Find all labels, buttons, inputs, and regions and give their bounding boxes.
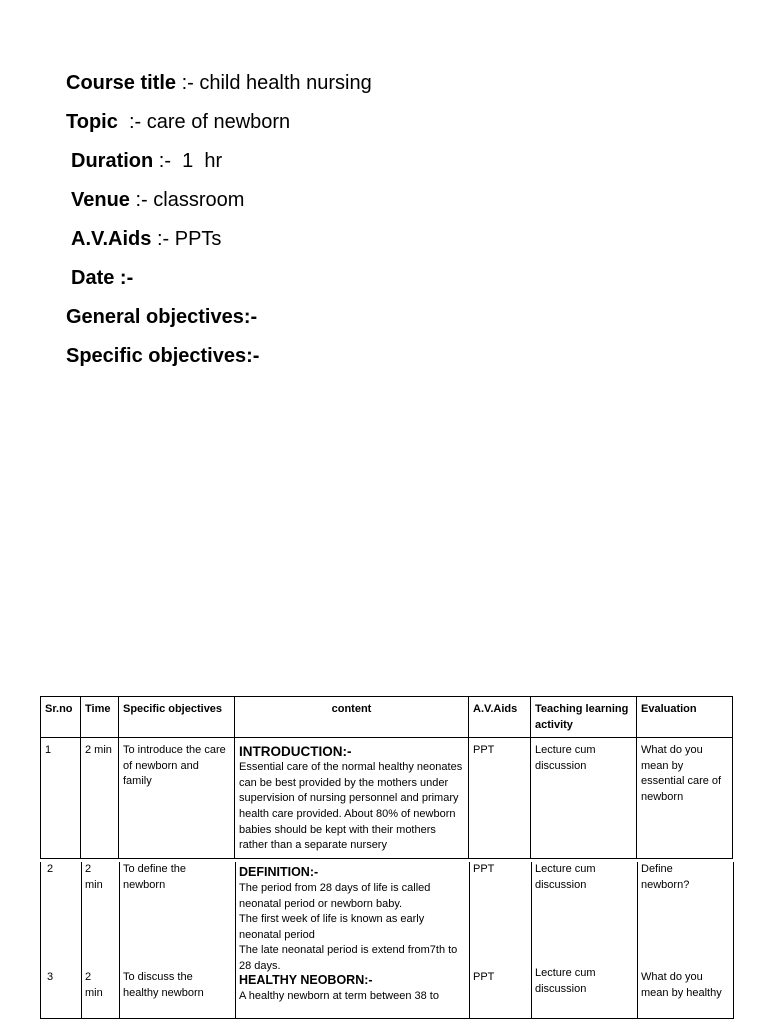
content-text: The period from 28 days of life is called neonatal period or newborn baby. The first week of life is known as early neonatal period The late neonatal period is extend from7th to 28 days. [239, 882, 458, 972]
table-continuation [40, 862, 734, 1019]
meta-general-objectives [66, 298, 372, 337]
header-time: Time [81, 697, 119, 738]
row2-srno: 2 [47, 863, 54, 875]
cell-srno: 1 [41, 738, 81, 859]
meta-label: General objectives:- [66, 306, 258, 328]
row3-objective: To discuss the healthy newborn [123, 971, 204, 999]
meta-value: :- classroom [129, 189, 245, 211]
meta-av-aids [66, 220, 372, 259]
row2-evaluation: Define newborn? [641, 863, 690, 891]
table-header-row [41, 697, 733, 738]
header-srno: Sr.no [41, 697, 81, 738]
meta-label: Duration [71, 150, 154, 172]
row2-content [239, 864, 465, 975]
row2-activity: Lecture cum discussion [535, 863, 596, 891]
meta-label: Venue [71, 189, 130, 211]
meta-value: :- PPTs [151, 228, 222, 250]
meta-value: :- care of newborn [117, 111, 291, 133]
header-content: content [235, 697, 469, 738]
meta-label: A.V.Aids [71, 228, 152, 250]
meta-value: :- 1 hr [153, 150, 223, 172]
header-evaluation: Evaluation [637, 697, 733, 738]
meta-label: Course title [66, 72, 177, 94]
table-row [41, 738, 733, 859]
meta-specific-objectives [66, 337, 372, 376]
content-heading: HEALTHY NEOBORN:- [239, 973, 373, 987]
meta-label: Topic [66, 111, 118, 133]
content-heading: DEFINITION:- [239, 865, 319, 879]
meta-value: :- child health nursing [176, 72, 372, 94]
cell-activity: Lecture cum discussion [531, 738, 637, 859]
meta-label: Specific objectives:- [66, 345, 260, 367]
row3-content [239, 972, 465, 1005]
header-av-aids: A.V.Aids [469, 697, 531, 738]
cell-content [235, 738, 469, 859]
meta-topic [66, 103, 372, 142]
cell-av-aids: PPT [469, 738, 531, 859]
content-text: Essential care of the normal healthy neonates can be best provided by the mothers under supervision of nursing personnel and primary health care provided. About 80% of newborn babies should be kept with their mothers rather than a separate nursery [239, 761, 463, 852]
content-text: A healthy newborn at term between 38 to [239, 990, 439, 1002]
cell-time: 2 min [81, 738, 119, 859]
header-specific-objectives: Specific objectives [119, 697, 235, 738]
lesson-plan-table [40, 696, 733, 859]
row3-srno: 3 [47, 971, 54, 983]
lesson-plan-header [66, 64, 372, 376]
meta-date [66, 259, 372, 298]
row3-av-aids: PPT [473, 971, 495, 983]
cell-objective: To introduce the care of newborn and family [119, 738, 235, 859]
meta-duration [66, 142, 372, 181]
meta-course-title [66, 64, 372, 103]
meta-venue [66, 181, 372, 220]
meta-label: Date :- [71, 267, 134, 289]
row3-evaluation: What do you mean by healthy [641, 971, 722, 999]
content-heading: INTRODUCTION:- [239, 744, 352, 760]
row3-time: 2 min [85, 971, 103, 999]
row2-objective: To define the newborn [123, 863, 186, 891]
header-teaching-activity: Teaching learning activity [531, 697, 637, 738]
row2-time: 2 min [85, 863, 103, 891]
cell-evaluation: What do you mean by essential care of newborn [637, 738, 733, 859]
row3-activity: Lecture cum discussion [535, 967, 596, 995]
row2-av-aids: PPT [473, 863, 495, 875]
